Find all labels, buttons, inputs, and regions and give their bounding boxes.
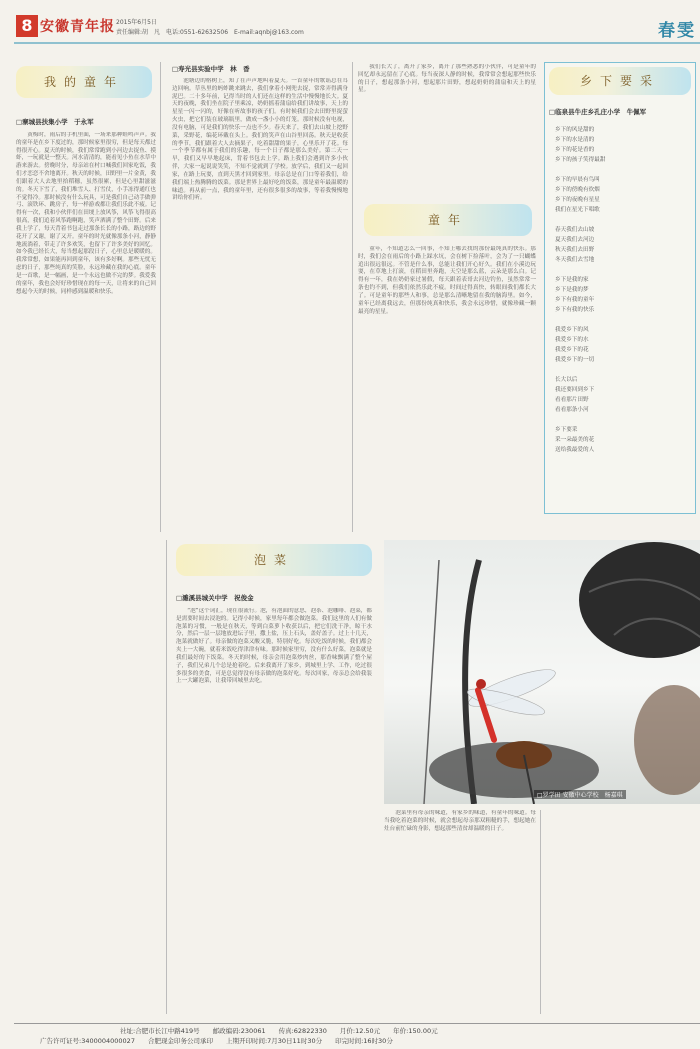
poem-line: 看看那条小河 [555, 407, 589, 413]
poem-line: 送给我最爱的人 [555, 447, 595, 453]
poem-line: 乡下的风是甜的 [555, 127, 595, 133]
poem-line: 秋天我们去田野 [555, 247, 595, 253]
poem-line: 乡下的水是清的 [555, 137, 595, 143]
section-name: 春雯 [658, 21, 696, 41]
poem-line [555, 165, 689, 175]
poem-line: 乡下的孩子笑得最甜 [555, 157, 606, 163]
article-body: “泡”这个词汇，现在很流行。泡，有泡面的意思，泡茶、泡咖啡、泡菜，都是需要时间去浸泡的。记得小时候，家里每年都会做泡菜。我们这里的人们有做泡菜的习惯，一般是在秋天，等到白菜萝卜收获以后，把它们洗干净，晾干水分，然后一层一层地放进坛子里，撒上盐，压上石头，盖好盖子。过上十几天，泡菜就做好了。母亲做的泡菜又酸又脆，特别好吃。每次吃饭的时候，我们都会夹上一大碗，就着米饭吃得津津有味。那时候家里穷，没有什么好菜，泡菜就是我们最好的下饭菜。冬天的时候，母亲会用泡菜炒肉丝，那香味飘满了整个屋子，我们兄弟几个总是抢着吃。后来我离开了家乡，到城里上学、工作，吃过很多很多的美食，可是总觉得没有母亲做的泡菜好吃。每次回家，母亲总会给我装上一大罐泡菜，让我带回城里去吃。 [176, 608, 372, 685]
poem-line: 乡下有我的童年 [555, 297, 595, 303]
poem-line [555, 265, 689, 275]
page-number: 8 [16, 15, 38, 37]
poem-line: 乡下的早晨有鸟叫 [555, 177, 600, 183]
article-body-continued: 泡菜里有母亲的味道，有家乡的味道，有童年的味道。每当我吃着泡菜的时候，就会想起母亲那双粗糙的手，想起她在灶台前忙碌的身影，想起那些清贫却温暖的日子。 [384, 810, 536, 832]
article-byline: □濉溪县城关中学 祝俊金 [176, 594, 254, 602]
poem-line: 我爱乡下的风 [555, 327, 589, 333]
poem-line: 乡下是我的梦 [555, 287, 589, 293]
article-banner-pickles: 泡菜 [176, 544, 372, 576]
photo-caption: □罗学田 安徽中心学校 杨嘉琪 [534, 790, 626, 799]
footer-address-line: 社址:合肥市长江中路419号 邮政编码:230061 传真:62822330 月价:12.50元 年价:150.00元 [120, 1027, 438, 1035]
poem-line: 我爱乡下的花 [555, 347, 589, 353]
footer-print-line: 广告许可证号:3400004000027 合肥现金印务公司承印 上期开印时间:7月30日11时30分 印完时间:16时30分 [40, 1037, 393, 1045]
column-divider [540, 810, 541, 1014]
column-divider [166, 540, 167, 1014]
poem-line: 乡下的夜晚有星星 [555, 197, 600, 203]
poem-line: 我们在星光下唱歌 [555, 207, 600, 213]
poem-line: 我爱乡下的水 [555, 337, 589, 343]
poem-line: 乡下要采 [555, 427, 578, 433]
flower-shadow-shape [634, 685, 700, 795]
poem-line: 长大以后 [555, 377, 578, 383]
article-byline: □寨城县扶集小学 于永军 [16, 118, 94, 126]
editor-line: 责任编辑:胡 凡 电话:0551-62632506 E-mail:aqnbj@163.com [116, 29, 304, 36]
poem-line: 看看那片田野 [555, 397, 589, 403]
poem-line: 乡下是我的家 [555, 277, 589, 283]
poem-line: 我还要回到乡下 [555, 387, 595, 393]
poem-line: 冬天我们去雪地 [555, 257, 595, 263]
column-divider [352, 62, 353, 532]
poem-line [555, 365, 689, 375]
article-banner-childhood: 童年 [364, 204, 532, 236]
poem-banner: 乡下要采 [549, 67, 691, 95]
article-body: 黄梅时，雨后的手机里面，一场来那种蛙鸣声声。我的童年是在乡下度过的，那时候家里很穷，但是每天都过得很开心。夏天的时候，我们常常跑到小河边去捉鱼、摸虾，一玩就是一整天。河水清清的，能看见小鱼在水草中游来游去。傍晚时分，母亲站在村口喊我们回家吃饭，我们才恋恋不舍地离开。秋天的时候，田野里一片金黄，我们跟着大人去地里拾稻穗，虽然很累，但是心里甜滋滋的。冬天下雪了，我们堆雪人、打雪仗，小手冻得通红也不觉得冷。那时候没有什么玩具，可是我们自己动手做弹弓、滚铁环、跳房子，每一样游戏都让我们乐此不疲。记得有一次，我和小伙伴们在田埂上放风筝，风筝飞得很高很高，我们追着风筝跑啊跑，笑声洒满了整个田野。后来我上学了，每天背着书包走过那条长长的小路，路边的野花开了又谢，谢了又开。童年的时光就像那条小河，静静地流淌着，带走了许多欢笑，也留下了许多美好的回忆。如今我已经长大，每当想起那段日子，心里总是暖暖的。我常常想，如果能再回到童年，该有多好啊。那些无忧无虑的日子，那些纯真的笑脸，永远珍藏在我的心底。童年是一首歌，是一幅画，是一个永远也做不完的梦。我爱我的童年，我也会好好珍惜现在的每一天，让将来的自己回想起今天的时候，同样感到温暖和快乐。 [16, 132, 156, 295]
poem-line [555, 315, 689, 325]
poem-line [555, 215, 689, 225]
article-banner-my-childhood: 我的童年 [16, 66, 152, 98]
poem-line: 乡下的花是香的 [555, 147, 595, 153]
poem-line: 乡下的傍晚有炊烟 [555, 187, 600, 193]
paper-name: 安徽青年报 [40, 19, 115, 35]
poem-line: 我爱乡下的一切 [555, 357, 595, 363]
dragonfly-icon [465, 663, 558, 744]
poem-byline: □临泉县牛庄乡孔庄小学 牛佩军 [549, 108, 647, 116]
poem-line: 春天我们去山坡 [555, 227, 595, 233]
lotus-leaf-shape [579, 542, 700, 658]
poem-box [544, 62, 696, 514]
poem-lines [555, 125, 689, 455]
article-body-continued: 我们长大了，离开了家乡，离开了那些熟悉的小伙伴，可是童年的回忆却永远留在了心底。每当夜深人静的时候，我常常会想起那些快乐的日子，想起那条小河，想起那片田野，想起奶奶的蒲扇和天上的星星。 [358, 64, 536, 94]
article-byline: □寿光县实验中学 林 香 [172, 65, 250, 73]
dragonfly-lotus-photo [384, 540, 700, 804]
poem-line [555, 415, 689, 425]
dragonfly-lotus-illustration [384, 540, 700, 804]
article-body: 童年，不知道怎么一回事，不知上哪去找的那份最纯真的快乐。那时，我们会在雨后的小路上踩水坑，会在树下捡落叶，会为了一只蝴蝶追出很远很远。不管是什么事，总能让我们开心好久。我们在小溪边玩耍，在草地上打滚，在稻田里奔跑，天空是那么蓝，云朵是那么白。记得有一年，我在奶奶家过暑假，每天跟着表哥去河边钓鱼，虽然常常一条也钓不到，但我们依然乐此不疲。时间过得真快，转眼间我们都长大了。可是童年的那些人和事，总是那么清晰地留在我的脑海里。如今，童年已经离我远去，但那份纯真和快乐，我会永远珍惜，就像珍藏一颗最亮的星星。 [358, 246, 536, 315]
poem-line: 采一朵最美的花 [555, 437, 595, 443]
poem-line: 夏天我们去河边 [555, 237, 595, 243]
article-body: 池塘边的榕树上，知了在声声地叫着夏天。一首童年的歌谣总在耳边回响。草丛里的蚂蚱跳来跳去，我们拿着小网兜去捉，常常弄得满身泥巴。二十多年前，记得当时的人们还在这样的生活中慢慢地长大。夏天的夜晚，我们坐在院子里乘凉，奶奶摇着蒲扇给我们讲故事，天上的星星一闪一闪的，好像在听故事的孩子们。有时候我们会去田野里捉萤火虫，把它们装在玻璃瓶里，做成一盏小小的灯笼。那时候没有电视，没有电脑，可是我们的快乐一点也不少。春天来了，我们去山坡上挖野菜，采野花，编花环戴在头上。我们的笑声在山谷里回荡。秋天是收获的季节，我们跟着大人去摘果子，吃着甜甜的果子，心里乐开了花。每一个季节都有属于我们的乐趣，每一个日子都是那么美好。第二天一早，我们又早早地起床，背着书包去上学。路上我们会遇到许多小伙伴，大家一起说说笑笑，不知不觉就到了学校。放学后，我们又一起回家，在路上玩耍，直到天黑才回到家里。母亲总是在门口等着我们，给我们端上热腾腾的饭菜。那是世界上最好吃的饭菜，那是童年最温暖的味道。再从前一点，我的童年里，还有很多很多的故事，等着我慢慢地讲给你们听。 [172, 78, 348, 202]
poem-line: 乡下有我的快乐 [555, 307, 595, 313]
column-divider [160, 62, 161, 532]
date-line: 2015年6月5日 [116, 19, 157, 26]
